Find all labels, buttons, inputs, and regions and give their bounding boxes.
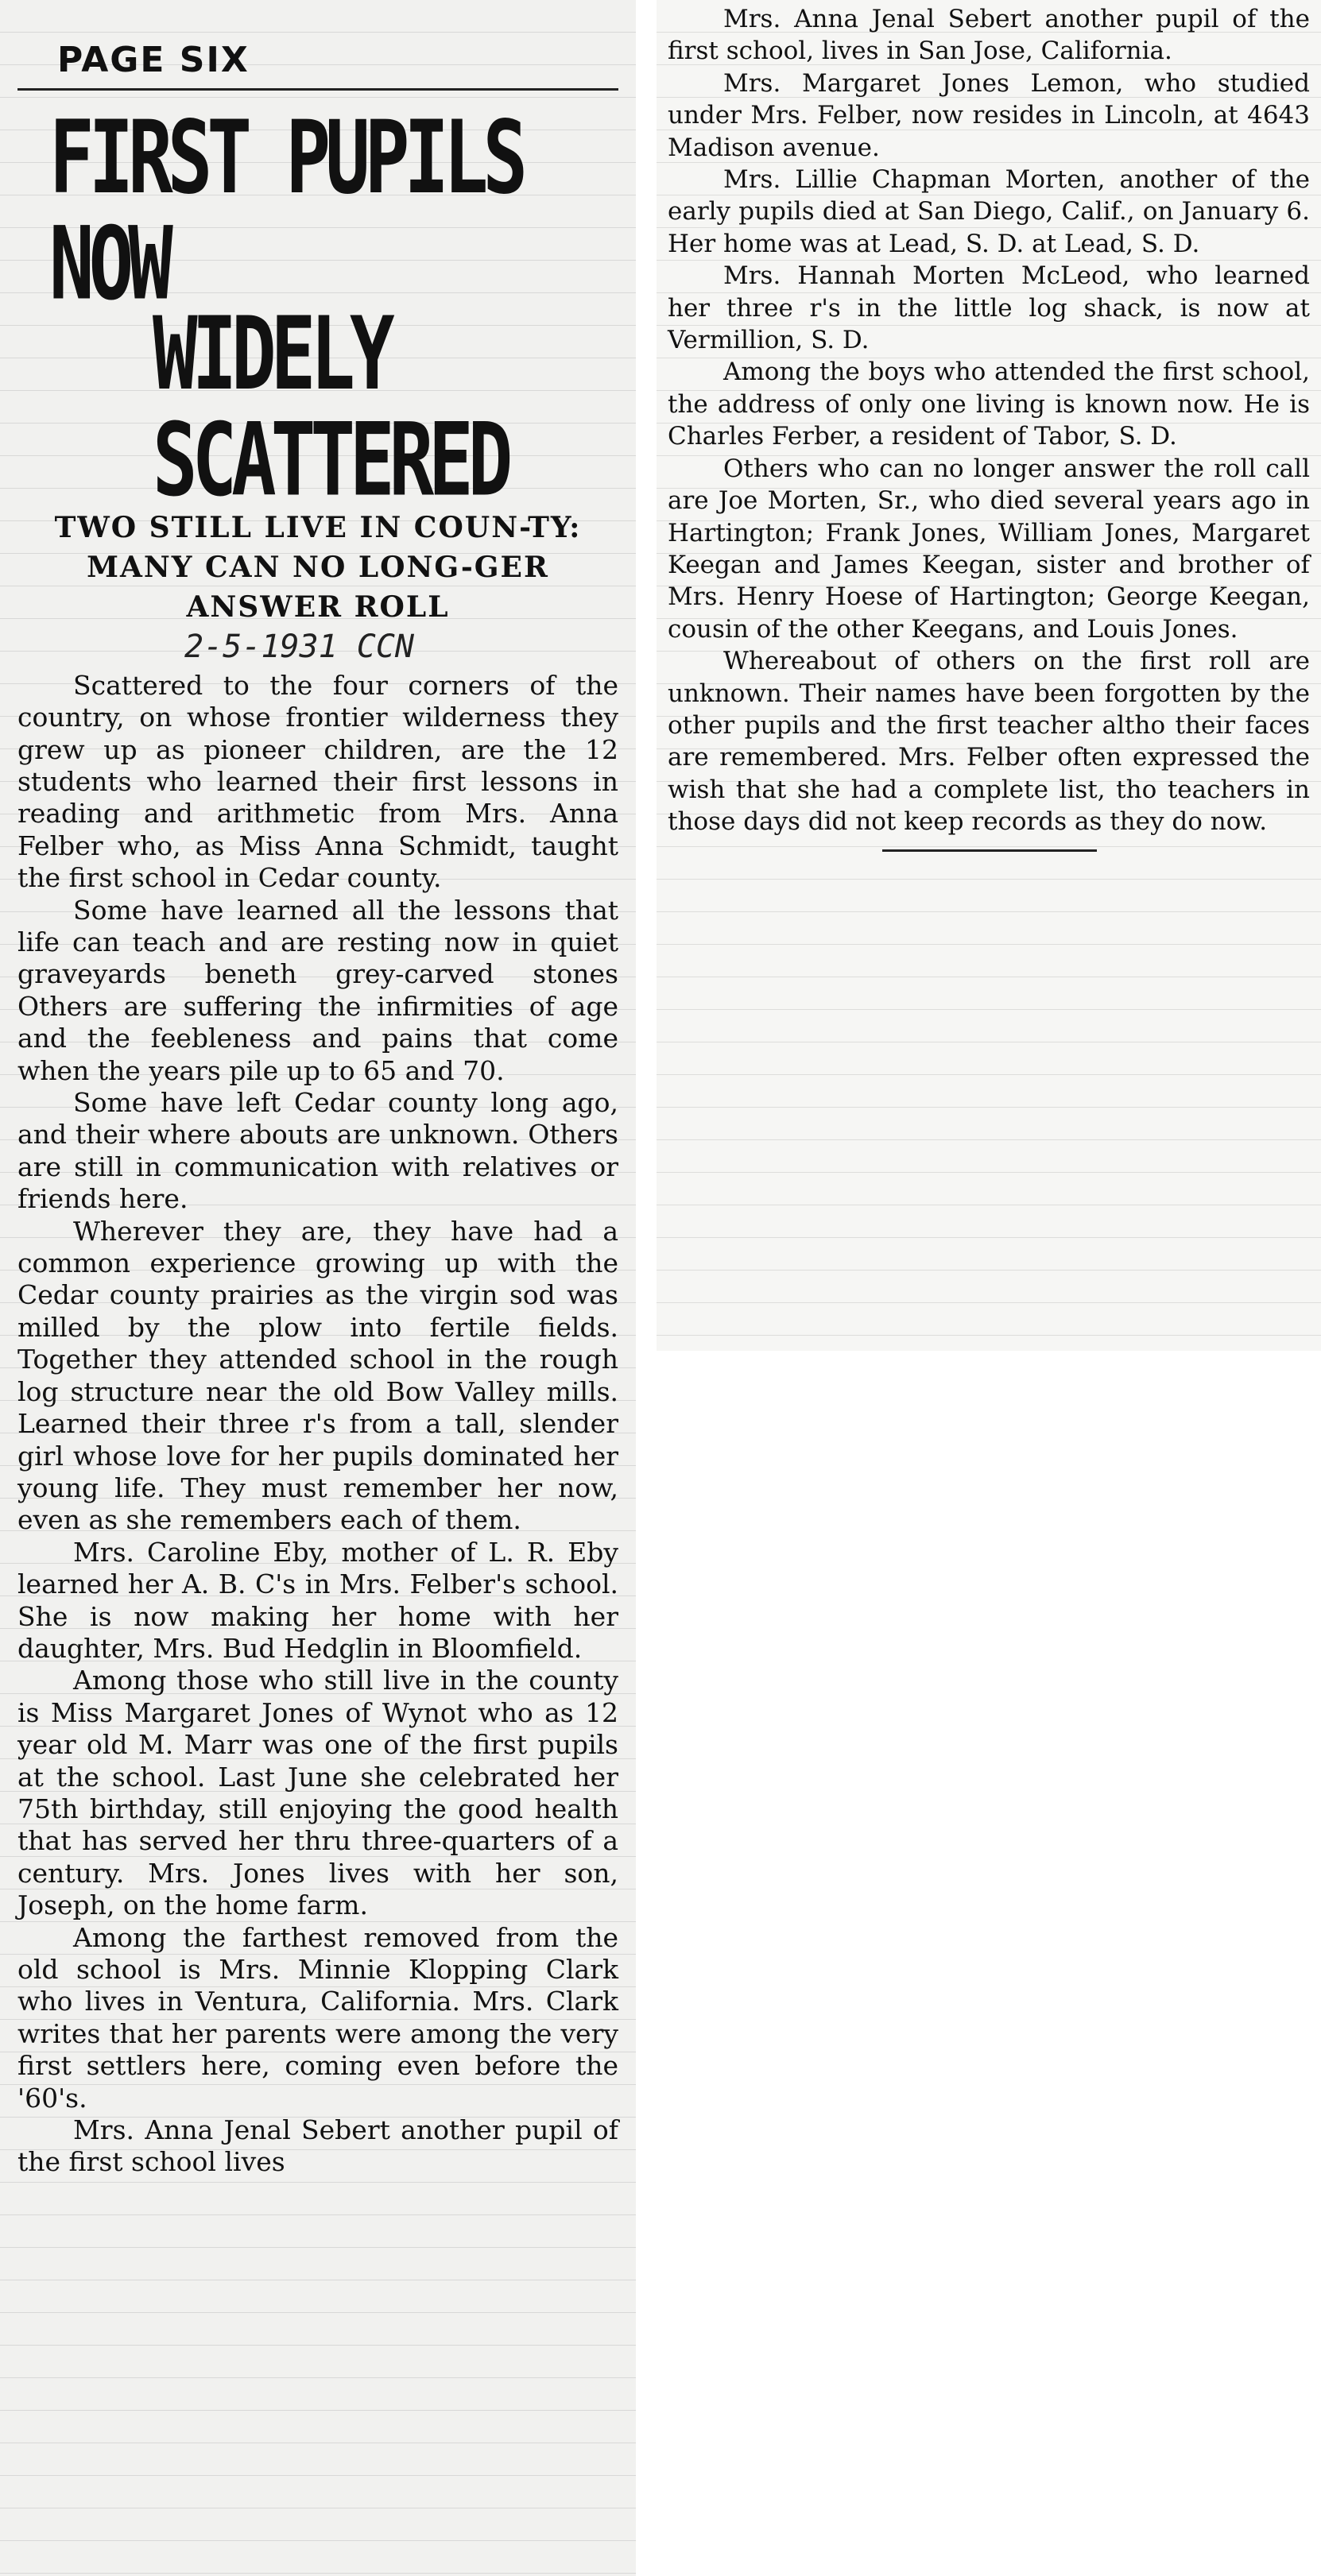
article-paragraph: Mrs. Anna Jenal Sebert another pupil of the first school lives	[17, 2114, 618, 2178]
left-column	[0, 0, 636, 2576]
article-paragraph: Some have left Cedar county long ago, and their where abouts are unknown. Others are still in communication with relatives or friends here.	[17, 1087, 618, 1215]
article-paragraph: Mrs. Hannah Morten McLeod, who learned her three r's in the little log shack, is now at Vermillion, S. D.	[668, 261, 1310, 355]
article-paragraph: Among the farthest removed from the old school is Mrs. Minnie Klopping Clark who lives in Ventura, California. Mrs. Clark writes that her parents were among the very first settlers here, coming even before the '60's.	[17, 1921, 618, 2114]
article-paragraph: Mrs. Anna Jenal Sebert another pupil of the first school, lives in San Jose, California.	[668, 5, 1310, 66]
article-paragraph: Whereabout of others on the first roll are unknown. Their names have been forgotten by the other pupils and the first teacher altho their faces are remembered. Mrs. Felber often expressed the wish that she had a complete list, tho teachers in those days did not keep records as they do now.	[668, 647, 1310, 837]
right-column	[657, 0, 1321, 1351]
article-paragraph: Wherever they are, they have had a common experience growing up with the Cedar county prairies as the virgin sod was milled by the plow into fertile fields. Together they attended school in the rough log structure near the old Bow Valley mills. Learned their three r's from a tall, slender girl whose love for her pupils dominated her young life. They must remember her now, even as she remembers each of them.	[17, 1215, 618, 1536]
article-paragraph: Scattered to the four corners of the country, on whose frontier wilderness they grew up as pioneer children, are the 12 students who learned their first lessons in reading and arithmetic from Mrs. Anna Felber who, as Miss Anna Schmidt, taught the first school in Cedar county.	[17, 669, 618, 894]
subheadline-deck: TWO STILL LIVE IN COUN-TY: MANY CAN NO LONG-GER ANSWER ROLL	[54, 510, 582, 624]
article-paragraph: Among those who still live in the county is Miss Margaret Jones of Wynot who as 12 year old M. Marr was one of the first pupils at the school. Last June she celebrated her 75th birthday, still enjoying the good health that has served her thru three-quarters of a century. Mrs. Jones lives with her son, Joseph, on the home farm.	[17, 1665, 618, 1921]
page-label: PAGE SIX	[57, 40, 250, 80]
headline-line-2: WIDELY SCATTERED	[153, 296, 508, 520]
article-paragraph: Mrs. Margaret Jones Lemon, who studied under Mrs. Felber, now resides in Lincoln, at 4643 Madison avenue.	[668, 68, 1310, 162]
handwritten-date-note: 2-5-1931 CCN	[184, 628, 414, 665]
article-paragraph: Others who can no longer answer the roll call are Joe Morten, Sr., who died several years ago in Hartington; Frank Jones, William Jones, Margaret Keegan and James Keegan, sister and brother of Mrs. Henry Hoese of Hartington; George Keegan, cousin of the other Keegans, and Louis Jones.	[668, 454, 1310, 644]
headline-line-1: FIRST PUPILS NOW	[49, 99, 523, 323]
article-paragraph: Mrs. Lillie Chapman Morten, another of the early pupils died at San Diego, Calif., on January 6. Her home was at Lead, S. D. at Lead, S. D.	[668, 165, 1310, 258]
article-paragraph: Among the boys who attended the first school, the address of only one living is known now. He is Charles Ferber, a resident of Tabor, S. D.	[668, 358, 1310, 451]
top-rule	[17, 88, 618, 91]
article-paragraph: Some have learned all the lessons that life can teach and are resting now in quiet graveyards beneth grey-carved stones Others are suffering the infirmities of age and the feebleness and pains that come when the years pile up to 65 and 70.	[17, 894, 618, 1086]
end-rule	[882, 849, 1097, 852]
article-paragraph: Mrs. Caroline Eby, mother of L. R. Eby learned her A. B. C's in Mrs. Felber's school. She is now making her home with her daughter, Mrs. Bud Hedglin in Bloomfield.	[17, 1536, 618, 1664]
